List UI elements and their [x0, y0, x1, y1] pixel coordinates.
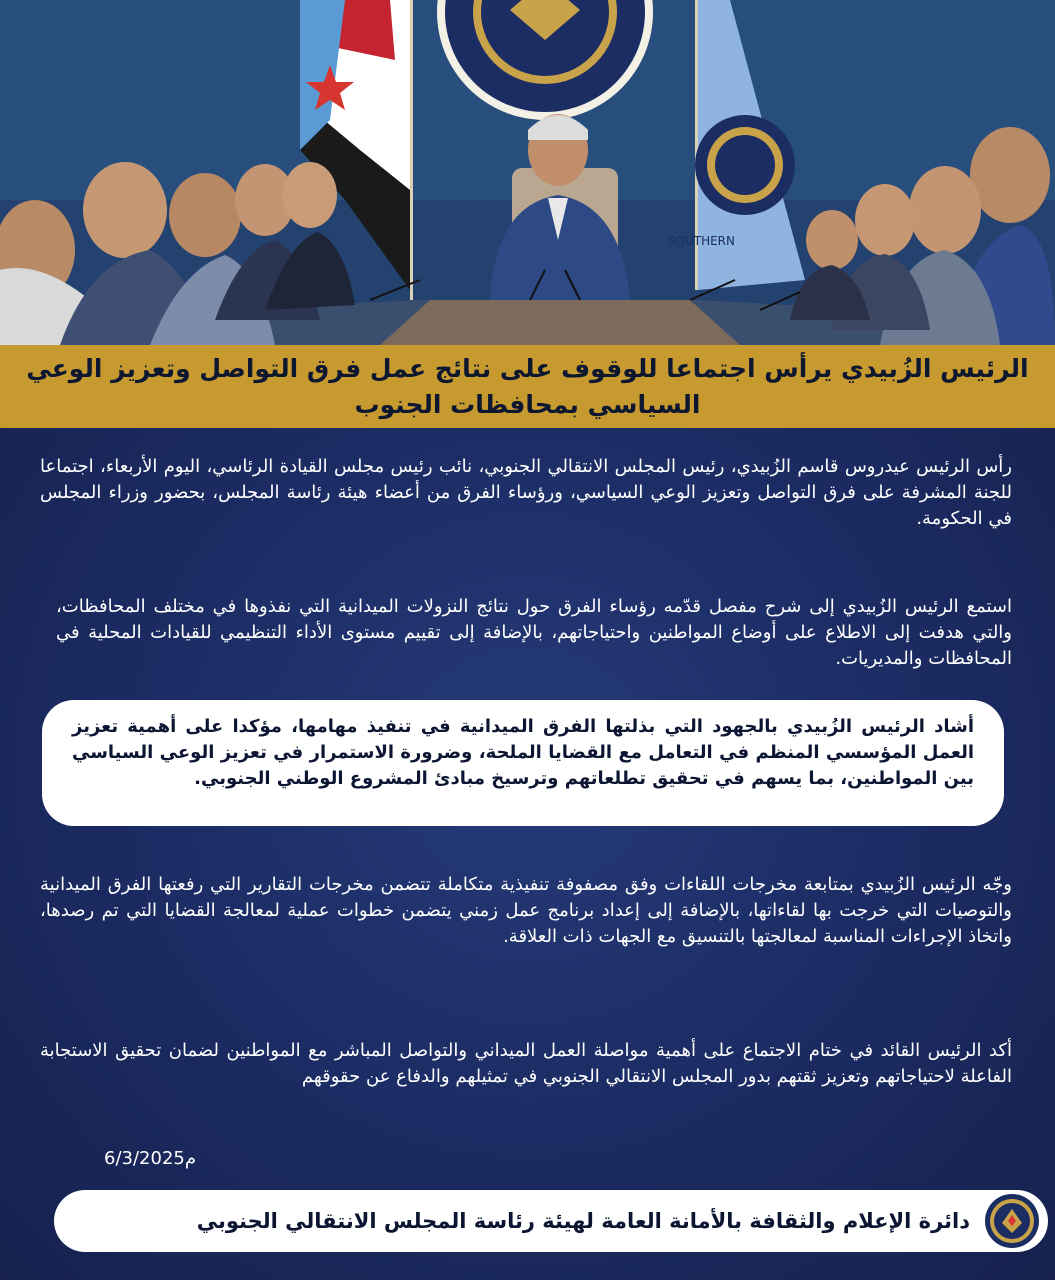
paragraph-3: وجّه الرئيس الزُبيدي بمتابعة مخرجات اللقاءات وفق مصفوفة تنفيذية متكاملة تتضمن مخرجات التقارير التي رفعتها الفرق الميدانية والتوصيات التي خرجت بها لقاءاتها، بالإضافة إلى إعداد برنامج عمل زمني يتضمن خطوات عملية لمعالجة القضايا التي تم رصدها، واتخاذ الإجراءات المناسبة لمعالجتها بالتنسيق مع الجهات ذات العلاقة.	[40, 874, 1012, 947]
headline-line-2: السياسي بمحافظات الجنوب	[354, 389, 701, 419]
footer-text: دائرة الإعلام والثقافة بالأمانة العامة لهيئة رئاسة المجلس الانتقالي الجنوبي	[196, 1209, 970, 1233]
footer-banner	[54, 1190, 1048, 1252]
publish-date: 6/3/2025م	[104, 1148, 196, 1169]
headline-bar	[0, 345, 1055, 428]
header-photo	[0, 0, 1055, 345]
paragraph-1: رأس الرئيس عيدروس قاسم الزُبيدي، رئيس المجلس الانتقالي الجنوبي، نائب رئيس مجلس القيادة الرئاسي، اليوم الأربعاء، اجتماعا للجنة المشرفة على فرق التواصل وتعزيز الوعي السياسي، ورؤساء الفرق من أعضاء هيئة رئاسة المجلس، بحضور وزراء المجلس في الحكومة.	[40, 456, 1012, 529]
paragraph-4: أكد الرئيس القائد في ختام الاجتماع على أهمية مواصلة العمل الميداني والتواصل المباشر مع المواطنين لضمان تحقيق الاستجابة الفاعلة لاحتياجاتهم وتعزيز ثقتهم بدور المجلس الانتقالي الجنوبي في تمثيلهم والدفاع عن حقوقهم	[40, 1040, 1012, 1087]
banner-text: SOUTHERN	[667, 234, 735, 248]
stc-emblem-icon	[984, 1193, 1040, 1249]
highlight-text: أشاد الرئيس الزُبيدي بالجهود التي بذلتها الفرق الميدانية في تنفيذ مهامها، مؤكدا على أهمية تعزيز العمل المؤسسي المنظم في التعامل مع القضايا الملحة، وضرورة الاستمرار في تعزيز الوعي السياسي بين المواطنين، بما يسهم في تحقيق تطلعاتهم وترسيخ مبادئ المشروع الوطني الجنوبي.	[72, 716, 974, 789]
headline-line-1: الرئيس الزُبيدي يرأس اجتماعا للوقوف على نتائج عمل فرق التواصل وتعزيز الوعي	[26, 353, 1029, 383]
article-body	[0, 428, 1055, 1280]
paragraph-2: استمع الرئيس الزُبيدي إلى شرح مفصل قدّمه رؤساء الفرق حول نتائج النزولات الميدانية التي نفذوها في مختلف المحافظات، والتي هدفت إلى الاطلاع على أوضاع المواطنين واحتياجاتهم، بالإضافة إلى تقييم مستوى الأداء التنظيمي للقيادات المحلية في المحافظات والمديريات.	[56, 596, 1012, 669]
highlight-box	[42, 700, 1004, 826]
headline-title	[12, 351, 1042, 423]
meeting-scene-illustration	[0, 0, 1055, 345]
